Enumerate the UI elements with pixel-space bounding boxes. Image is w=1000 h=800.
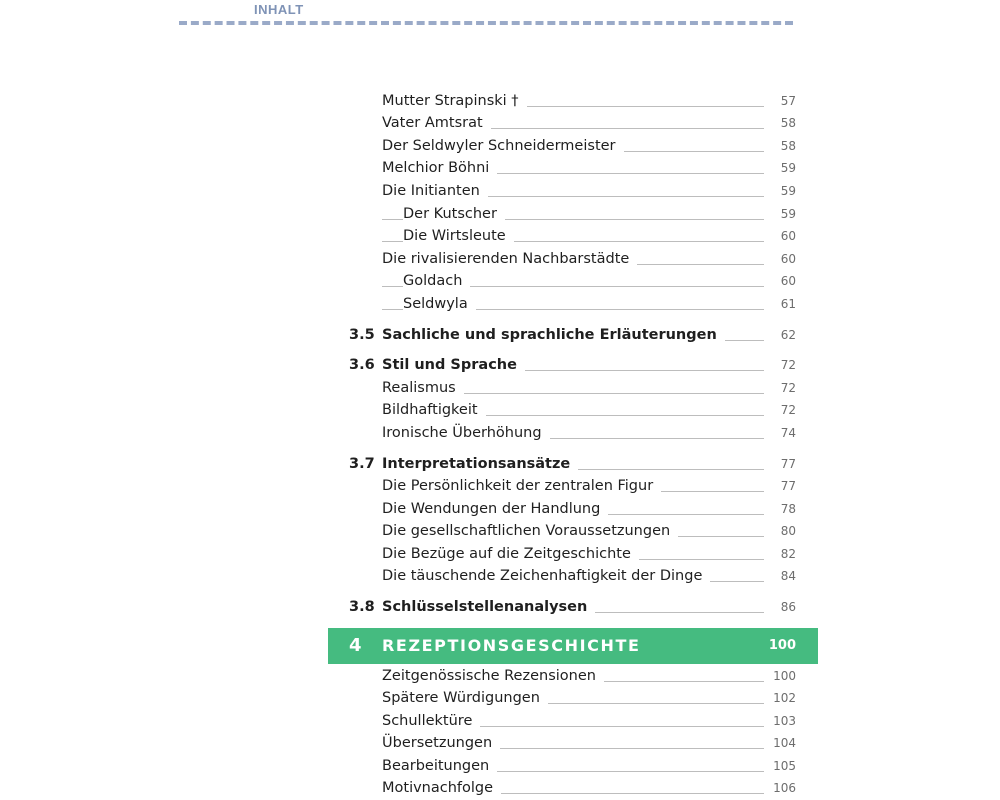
toc-entry-page: 72	[780, 403, 796, 417]
toc-section-3-6[interactable]	[0, 355, 1000, 375]
toc-entry-title: Die Bezüge auf die Zeitgeschichte	[382, 544, 639, 564]
toc-entry-page: 72	[780, 358, 796, 372]
toc-entry-page: 106	[773, 781, 796, 795]
toc-entry-page: 60	[780, 274, 796, 288]
toc-entry[interactable]	[0, 688, 1000, 708]
toc-entry-page: 60	[780, 229, 796, 243]
toc-entry-page: 86	[780, 600, 796, 614]
toc-entry-page: 59	[780, 184, 796, 198]
toc-section-3-8[interactable]	[0, 597, 1000, 617]
section-number: 3.7	[349, 456, 375, 472]
toc-entry-title: Schullektüre	[382, 711, 480, 731]
toc-entry-title: Der Kutscher	[403, 204, 505, 224]
toc-section-title: Sachliche und sprachliche Erläuterungen	[382, 325, 725, 345]
toc-entry-title: Motivnachfolge	[382, 778, 501, 798]
toc-entry[interactable]	[0, 400, 1000, 420]
toc-entry[interactable]	[0, 778, 1000, 798]
toc-entry-title: Übersetzungen	[382, 733, 500, 753]
toc-entry[interactable]	[0, 136, 1000, 156]
toc-entry-title: Bildhaftigkeit	[382, 400, 486, 420]
toc-entry-page: 104	[773, 736, 796, 750]
toc-entry-page: 57	[780, 94, 796, 108]
toc-entry-page: 84	[780, 569, 796, 583]
toc-entry[interactable]	[0, 566, 1000, 586]
toc-entry-page: 72	[780, 381, 796, 395]
toc-entry[interactable]	[0, 91, 1000, 111]
toc-entry-title: Die rivalisierenden Nachbarstädte	[382, 249, 637, 269]
toc-entry-page: 77	[780, 479, 796, 493]
toc-entry-page: 59	[780, 161, 796, 175]
toc-entry-page: 62	[780, 328, 796, 342]
toc-entry-page: 103	[773, 714, 796, 728]
toc-entry-title: Der Seldwyler Schneidermeister	[382, 136, 624, 156]
toc-entry-title: Bearbeitungen	[382, 756, 497, 776]
toc-entry-page: 77	[780, 457, 796, 471]
toc-entry[interactable]	[0, 158, 1000, 178]
toc-subentry[interactable]	[0, 271, 1000, 291]
toc-entry[interactable]	[0, 544, 1000, 564]
toc-subentry[interactable]	[0, 226, 1000, 246]
toc-entry[interactable]	[0, 181, 1000, 201]
toc-entry-title: Realismus	[382, 378, 464, 398]
toc-entry-page: 105	[773, 759, 796, 773]
toc-section-title: Schlüsselstellenanalysen	[382, 597, 595, 617]
toc-entry[interactable]	[0, 499, 1000, 519]
toc-entry-title: Melchior Böhni	[382, 158, 497, 178]
chapter-4-banner[interactable]	[328, 628, 818, 664]
toc-entry-page: 102	[773, 691, 796, 705]
toc-entry-page: 60	[780, 252, 796, 266]
toc-entry-title: Die gesellschaftlichen Voraussetzungen	[382, 521, 678, 541]
toc-entry-title: Ironische Überhöhung	[382, 423, 550, 443]
toc-entry[interactable]	[0, 476, 1000, 496]
toc-entry[interactable]	[0, 113, 1000, 133]
toc-entry[interactable]	[0, 733, 1000, 753]
toc-subentry[interactable]	[0, 294, 1000, 314]
section-number: 3.8	[349, 599, 375, 615]
toc-section-3-5[interactable]	[0, 325, 1000, 345]
toc-section-title: Interpretationsansätze	[382, 454, 578, 474]
toc-entry-page: 61	[780, 297, 796, 311]
toc-entry-title: Mutter Strapinski †	[382, 91, 527, 111]
toc-entry[interactable]	[0, 521, 1000, 541]
toc-entry[interactable]	[0, 378, 1000, 398]
toc-entry-page: 78	[780, 502, 796, 516]
toc-entry-page: 58	[780, 116, 796, 130]
toc-entry-title: Spätere Würdigungen	[382, 688, 548, 708]
toc-entry-page: 82	[780, 547, 796, 561]
chapter-number: 4	[349, 635, 362, 656]
toc-entry-title: Die Persönlichkeit der zentralen Figur	[382, 476, 661, 496]
toc-entry[interactable]	[0, 249, 1000, 269]
toc-entry-title: Zeitgenössische Rezensionen	[382, 666, 604, 686]
toc-entry-page: 100	[773, 669, 796, 683]
section-number: 3.5	[349, 327, 375, 343]
toc-entry[interactable]	[0, 711, 1000, 731]
toc-entry-title: Die täuschende Zeichenhaftigkeit der Dinge	[382, 566, 710, 586]
toc-entry-title: Die Initianten	[382, 181, 488, 201]
toc-subentry[interactable]	[0, 204, 1000, 224]
chapter-title: REZEPTIONSGESCHICHTE	[382, 636, 641, 655]
toc-entry-page: 74	[780, 426, 796, 440]
section-number: 3.6	[349, 357, 375, 373]
toc-section-3-7[interactable]	[0, 454, 1000, 474]
toc-entry-title: Die Wendungen der Handlung	[382, 499, 608, 519]
running-header: INHALT	[254, 2, 304, 17]
toc-entry-page: 58	[780, 139, 796, 153]
header-dashed-rule	[179, 21, 793, 25]
toc-entry-page: 80	[780, 524, 796, 538]
toc-entry-page: 59	[780, 207, 796, 221]
toc-entry-title: Vater Amtsrat	[382, 113, 491, 133]
toc-entry[interactable]	[0, 756, 1000, 776]
toc-section-title: Stil und Sprache	[382, 355, 525, 375]
toc-entry[interactable]	[0, 666, 1000, 686]
toc-entry-title: Seldwyla	[403, 294, 476, 314]
chapter-page: 100	[768, 638, 796, 653]
toc-entry-title: Goldach	[403, 271, 470, 291]
toc-entry-title: Die Wirtsleute	[403, 226, 514, 246]
toc-entry[interactable]	[0, 423, 1000, 443]
